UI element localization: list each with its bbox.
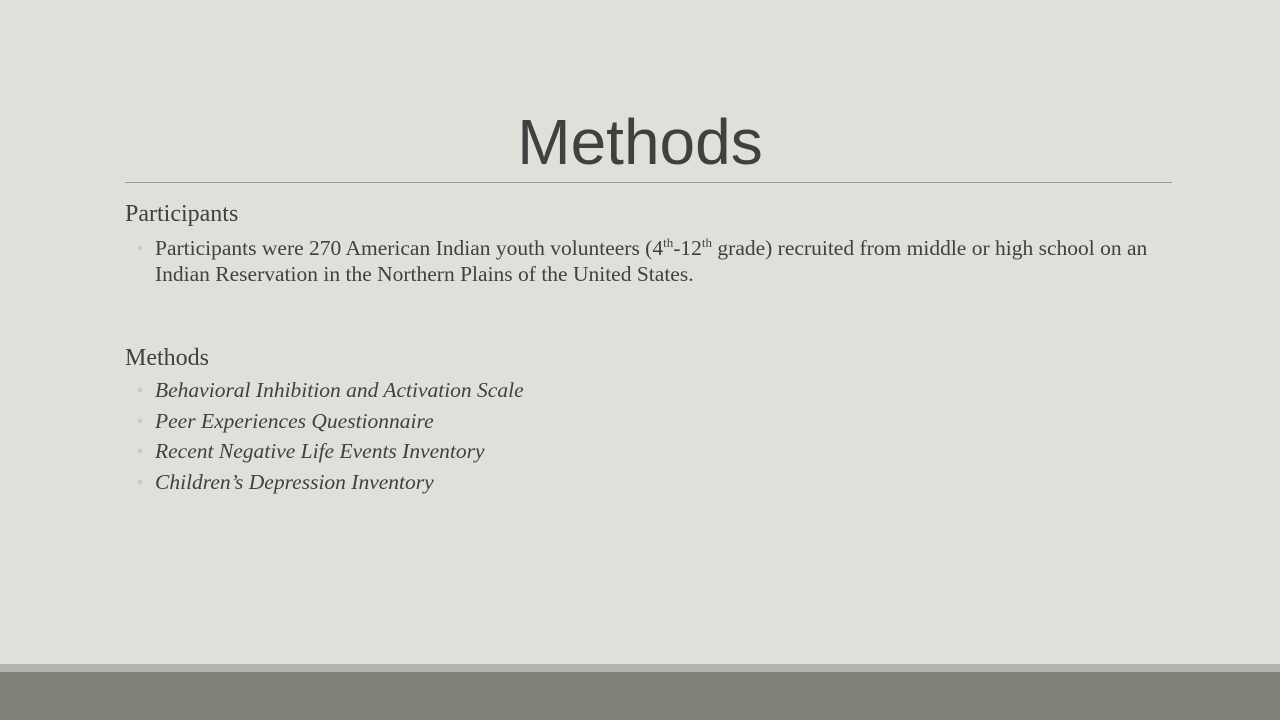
title-divider bbox=[125, 182, 1172, 183]
footer-band-dark bbox=[0, 672, 1280, 720]
list-item bbox=[125, 438, 1165, 464]
bullet-marker-icon: ◦ bbox=[138, 382, 143, 397]
method-label: Peer Experiences Questionnaire bbox=[155, 408, 434, 433]
list-item bbox=[125, 408, 1165, 434]
bullet-marker-icon: ◦ bbox=[138, 412, 143, 428]
list-item bbox=[125, 469, 1165, 495]
method-label: Children’s Depression Inventory bbox=[155, 469, 434, 494]
bullet-marker-icon: ◦ bbox=[138, 443, 143, 458]
ordinal-suffix: th bbox=[701, 235, 713, 250]
participants-bullet bbox=[125, 235, 1165, 287]
slide-body bbox=[125, 198, 1165, 499]
methods-list bbox=[125, 377, 1165, 495]
footer-band-light bbox=[0, 664, 1280, 672]
participants-text-part2: -12 bbox=[673, 236, 702, 260]
bullet-marker-icon: ◦ bbox=[138, 473, 143, 489]
list-item bbox=[125, 377, 1165, 403]
participants-text-part1: Participants were 270 American Indian youth volunteers (4 bbox=[155, 236, 664, 260]
participants-heading: Participants bbox=[125, 201, 239, 227]
participants-list bbox=[125, 235, 1165, 287]
method-label: Behavioral Inhibition and Activation Scale bbox=[155, 378, 524, 402]
method-label: Recent Negative Life Events Inventory bbox=[155, 439, 485, 463]
bullet-marker-icon: ◦ bbox=[138, 240, 143, 255]
methods-heading: Methods bbox=[125, 345, 209, 371]
participants-text-part3: grade) recruited from middle or high school on an Indian Reservation in the Northern Plains of the United States. bbox=[155, 236, 1148, 286]
slide-title: Methods bbox=[517, 106, 763, 178]
ordinal-suffix: th bbox=[663, 235, 674, 250]
